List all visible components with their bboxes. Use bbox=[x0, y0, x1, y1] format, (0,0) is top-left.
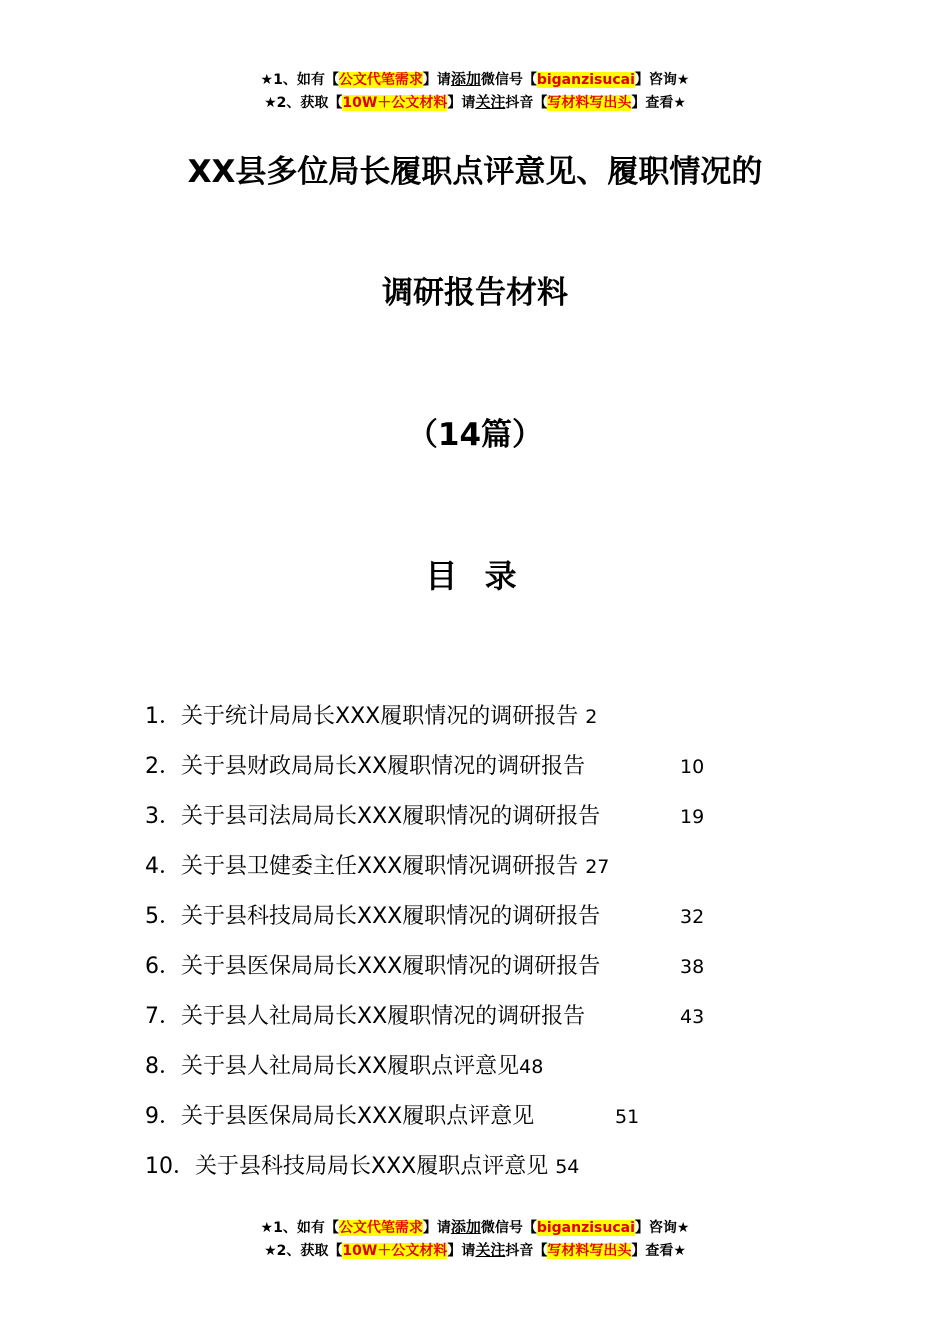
promo-text: 】咨询★ bbox=[634, 1220, 690, 1236]
promo-emphasis: 关注 bbox=[475, 1241, 506, 1259]
toc-item-title: 7．关于县人社局局长XX履职情况的调研报告 bbox=[145, 1004, 586, 1029]
promo-text: 】请 bbox=[422, 72, 451, 88]
promo-text: 】咨询★ bbox=[634, 72, 690, 88]
promo-emphasis: 添加 bbox=[450, 1218, 481, 1236]
document-title-line-2: 调研报告材料 bbox=[382, 275, 568, 311]
promo-line-2 bbox=[0, 92, 950, 115]
toc-item-title: 9．关于县医保局局长XXX履职点评意见 bbox=[145, 1104, 535, 1129]
promo-text: ★1、如有【 bbox=[260, 72, 339, 88]
promo-emphasis: 添加 bbox=[450, 70, 481, 88]
toc-item[interactable] bbox=[145, 749, 745, 799]
toc-item-page: 38 bbox=[680, 956, 705, 978]
promo-text: 】请 bbox=[422, 1220, 451, 1236]
toc-item[interactable] bbox=[145, 849, 745, 899]
promo-text: ★1、如有【 bbox=[260, 1220, 339, 1236]
toc-item[interactable] bbox=[145, 1149, 745, 1199]
promo-banner-top bbox=[0, 69, 950, 115]
promo-line-1 bbox=[0, 69, 950, 92]
document-title-line-1: XX县多位局长履职点评意见、履职情况的 bbox=[187, 154, 763, 190]
promo-text: 微信号【 bbox=[480, 1220, 537, 1236]
toc-item[interactable] bbox=[145, 949, 745, 999]
promo-text: 】请 bbox=[447, 1243, 476, 1259]
toc-item-page: 32 bbox=[680, 906, 705, 928]
toc-item-page: 43 bbox=[680, 1006, 705, 1028]
toc-item-page: 19 bbox=[680, 806, 705, 828]
toc-item[interactable] bbox=[145, 999, 745, 1049]
toc-item-title: 3．关于县司法局局长XXX履职情况的调研报告 bbox=[145, 804, 601, 829]
toc-item[interactable] bbox=[145, 899, 745, 949]
toc-item-page: 27 bbox=[585, 856, 610, 878]
promo-text: ★2、获取【 bbox=[264, 1243, 343, 1259]
wechat-id-highlight: biganzisucai bbox=[536, 1220, 635, 1236]
toc-item-page: 51 bbox=[615, 1106, 640, 1128]
promo-text: 】查看★ bbox=[631, 95, 686, 111]
promo-banner-bottom bbox=[0, 1217, 950, 1263]
toc-item-title: 5．关于县科技局局长XXX履职情况的调研报告 bbox=[145, 904, 601, 929]
toc-item-title: 1．关于统计局局长XXX履职情况的调研报告 bbox=[145, 704, 579, 729]
douyin-name-highlight: 写材料写出头 bbox=[547, 95, 632, 111]
promo-text: 抖音【 bbox=[505, 1243, 548, 1259]
toc-item-title: 10．关于县科技局局长XXX履职点评意见 bbox=[145, 1154, 549, 1179]
toc-item-page: 10 bbox=[680, 756, 705, 778]
toc-item-title: 2．关于县财政局局长XX履职情况的调研报告 bbox=[145, 754, 586, 779]
toc-item-page: 48 bbox=[519, 1056, 544, 1078]
toc-item-page: 2 bbox=[585, 706, 598, 728]
toc-item-title: 8．关于县人社局局长XX履职点评意见 bbox=[145, 1054, 520, 1079]
promo-highlight: 10W＋公文材料 bbox=[342, 95, 448, 111]
douyin-name-highlight: 写材料写出头 bbox=[547, 1243, 632, 1259]
promo-text: 】查看★ bbox=[631, 1243, 686, 1259]
toc-item-title: 6．关于县医保局局长XXX履职情况的调研报告 bbox=[145, 954, 601, 979]
toc-item[interactable] bbox=[145, 1049, 745, 1099]
toc-item[interactable] bbox=[145, 699, 745, 749]
wechat-id-highlight: biganzisucai bbox=[536, 72, 635, 88]
promo-text: 】请 bbox=[447, 95, 476, 111]
toc-item-title: 4．关于县卫健委主任XXX履职情况调研报告 bbox=[145, 854, 579, 879]
promo-highlight: 公文代笔需求 bbox=[338, 72, 423, 88]
promo-line-2 bbox=[0, 1240, 950, 1263]
toc-item[interactable] bbox=[145, 1099, 745, 1149]
promo-emphasis: 关注 bbox=[475, 93, 506, 111]
promo-text: 微信号【 bbox=[480, 72, 537, 88]
promo-text: 抖音【 bbox=[505, 95, 548, 111]
document-count: （14篇） bbox=[406, 417, 544, 453]
promo-highlight: 公文代笔需求 bbox=[338, 1220, 423, 1236]
promo-text: ★2、获取【 bbox=[264, 95, 343, 111]
toc-item[interactable] bbox=[145, 799, 745, 849]
promo-highlight: 10W＋公文材料 bbox=[342, 1243, 448, 1259]
promo-line-1 bbox=[0, 1217, 950, 1240]
toc-item-page: 54 bbox=[555, 1156, 580, 1178]
toc-heading: 目 录 bbox=[425, 557, 525, 595]
toc-list bbox=[145, 699, 745, 1199]
